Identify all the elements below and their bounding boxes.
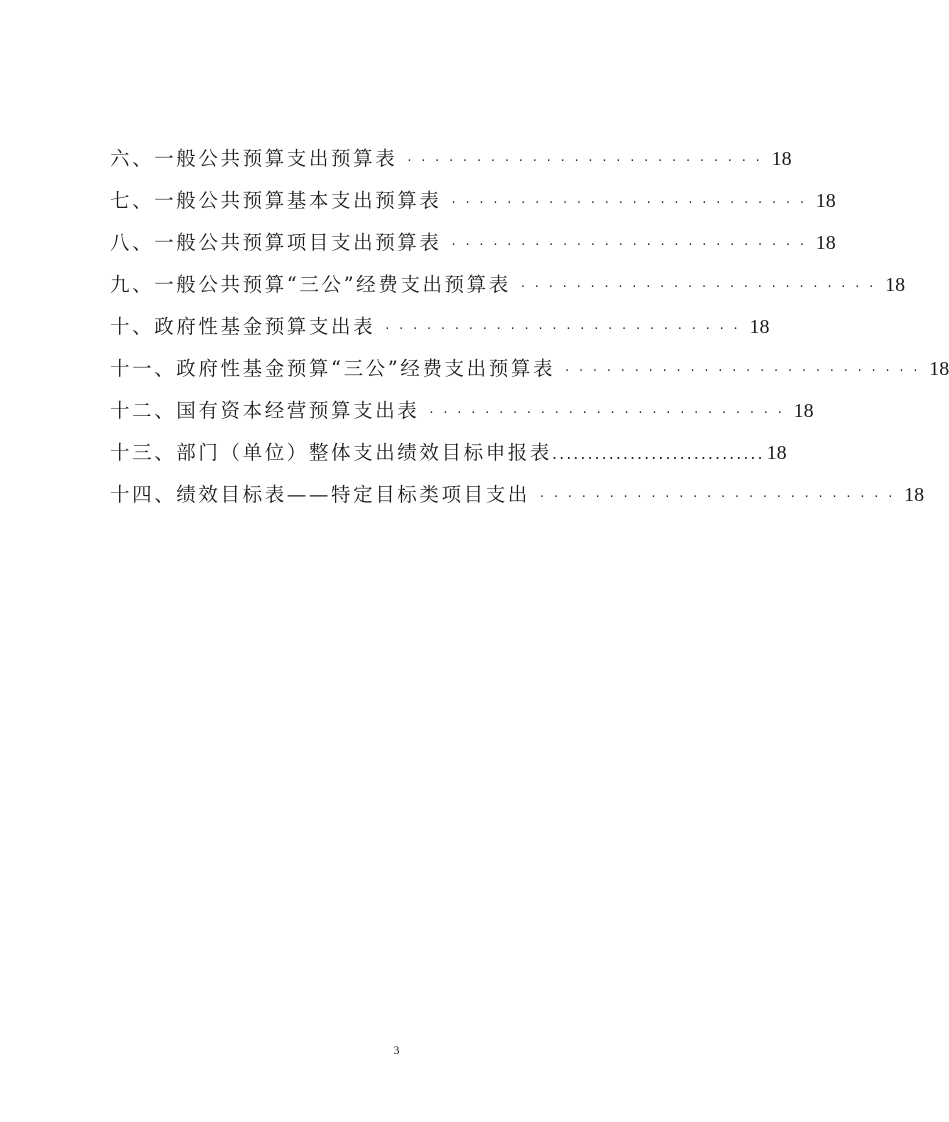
toc-entry-page: 18	[793, 400, 814, 422]
toc-entry-title: 十一、政府性基金预算“三公”经费支出预算表	[110, 357, 556, 380]
table-of-contents	[110, 138, 949, 516]
toc-entry[interactable]	[110, 474, 925, 516]
toc-entry-page: 18	[771, 148, 792, 170]
toc-dot-leader: ··························	[539, 490, 903, 505]
toc-dot-leader: ··························	[565, 364, 928, 379]
toc-entry-page: 18	[766, 442, 787, 464]
toc-entry-title: 八、一般公共预算项目支出预算表	[110, 231, 442, 254]
toc-entry-page: 18	[885, 274, 906, 296]
toc-entry-title: 十二、国有资本经营预算支出表	[110, 399, 420, 422]
toc-entry-page: 18	[815, 190, 836, 212]
toc-dot-leader: ··························	[429, 406, 792, 421]
toc-entry-title: 九、一般公共预算“三公”经费支出预算表	[110, 273, 511, 296]
toc-entry-page: 18	[815, 232, 836, 254]
toc-entry[interactable]	[110, 390, 814, 432]
toc-entry[interactable]	[110, 138, 792, 180]
toc-dot-leader: ··························	[520, 280, 884, 295]
page-number: 3	[393, 1043, 400, 1057]
toc-dot-leader: ..............................	[552, 444, 765, 463]
toc-entry[interactable]	[110, 222, 836, 264]
toc-dot-leader: ··························	[407, 154, 770, 169]
toc-entry[interactable]	[110, 348, 949, 390]
toc-entry[interactable]	[110, 180, 836, 222]
toc-entry-title: 六、一般公共预算支出预算表	[110, 147, 398, 170]
toc-entry-page: 18	[749, 316, 770, 338]
toc-dot-leader: ··························	[451, 196, 814, 211]
toc-entry-page: 18	[904, 484, 925, 506]
toc-entry[interactable]	[110, 306, 770, 348]
toc-dot-leader: ··························	[451, 238, 814, 253]
toc-entry-page: 18	[929, 358, 949, 380]
toc-entry-title: 十四、绩效目标表——特定目标类项目支出	[110, 483, 530, 506]
toc-entry[interactable]	[110, 264, 906, 306]
toc-entry-title: 七、一般公共预算基本支出预算表	[110, 189, 442, 212]
toc-entry[interactable]	[110, 432, 787, 474]
toc-dot-leader: ··························	[385, 322, 748, 337]
toc-entry-title: 十三、部门（单位）整体支出绩效目标申报表	[110, 441, 553, 464]
toc-entry-title: 十、政府性基金预算支出表	[110, 315, 376, 338]
